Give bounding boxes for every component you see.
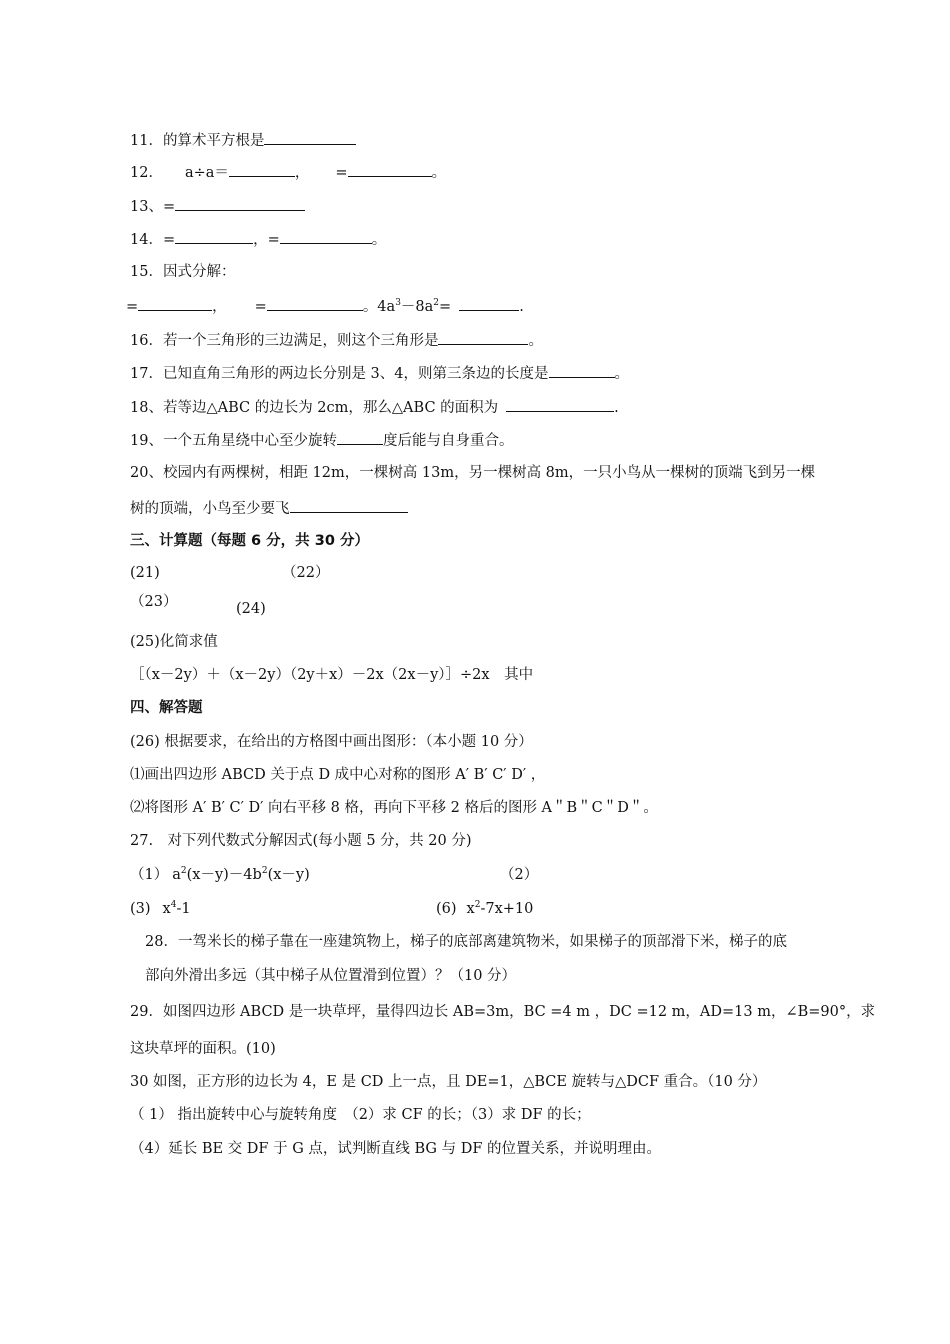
question-16-end: 。	[528, 333, 543, 349]
answer-blank[interactable]	[229, 162, 295, 177]
answer-blank[interactable]	[549, 363, 615, 378]
expr: -1	[176, 901, 191, 917]
question-23: （23）	[130, 594, 178, 610]
question-14	[130, 229, 386, 249]
question-30-part-4: （4）延长 BE 交 DF 于 G 点，试判断直线 BG 与 DF 的位置关系，并说明理由。	[130, 1141, 662, 1157]
question-19-text: 19、一个五角星绕中心至少旋转	[130, 433, 337, 449]
question-14-text: 14．=	[130, 232, 176, 248]
question-15-sep: ，	[212, 299, 227, 315]
exponent: 2	[474, 900, 481, 910]
expr: a	[172, 867, 181, 883]
question-12-expr: a÷a＝	[184, 165, 229, 181]
question-21: (21)	[130, 565, 160, 581]
question-12-eq: =	[335, 165, 348, 181]
exponent: 4	[170, 900, 177, 910]
question-16-text: 16．若一个三角形的三边满足，则这个三角形是	[130, 333, 439, 349]
section-3-title: 三、计算题（每题 6 分，共 30 分）	[130, 533, 369, 549]
question-26-part-2: ⑵将图形 A′ B′ C′ D′ 向右平移 8 格，再向下平移 2 格后的图形 A＂B＂C＂D＂。	[130, 800, 658, 816]
question-19-end: 度后能与自身重合。	[382, 433, 514, 449]
question-15-eq-a: =	[126, 299, 139, 315]
exponent: 3	[395, 298, 401, 308]
question-12-sep: ，	[294, 165, 310, 181]
question-26: (26) 根据要求，在给出的方格图中画出图形：（本小题 10 分）	[130, 734, 533, 750]
question-27-part-2: （2）	[500, 867, 539, 883]
question-29-line2: 这块草坪的面积。(10)	[130, 1041, 276, 1057]
answer-blank[interactable]	[290, 498, 408, 513]
expr: (x－y)－4b	[186, 867, 262, 883]
question-15-end: .	[519, 299, 524, 315]
question-17-end: 。	[614, 366, 630, 382]
question-25-expression: ［（x－2y）＋（x－2y）（2y＋x）－2x（2x－y）］÷2x 其中	[130, 667, 534, 683]
question-29-line1: 29．如图四边形 ABCD 是一块草坪，量得四边长 AB=3m，BC =4 m ，DC =12 m，AD=13 m，∠B=90°，求	[130, 1004, 876, 1020]
part-label: (6)	[436, 901, 457, 917]
question-12-number: 12．	[130, 165, 163, 181]
question-27-part-1	[130, 866, 310, 884]
question-11	[130, 130, 356, 150]
exponent: 2	[180, 866, 187, 876]
question-27: 27. 对下列代数式分解因式(每小题 5 分，共 20 分)	[130, 833, 472, 849]
question-15-eq-c: =	[439, 299, 452, 315]
answer-blank[interactable]	[438, 330, 528, 345]
question-16	[130, 330, 543, 350]
question-25: (25)化简求值	[130, 634, 218, 650]
question-15-items	[126, 296, 524, 316]
answer-blank[interactable]	[337, 430, 383, 445]
exponent: 2	[433, 298, 440, 308]
question-18-text: 18、若等边△ABC 的边长为 2cm，那么△ABC 的面积为	[130, 400, 499, 416]
section-4-title: 四、解答题	[130, 700, 203, 716]
question-30: 30 如图，正方形的边长为 4，E 是 CD 上一点，且 DE=1，△BCE 旋转与△DCF 重合。（10 分）	[130, 1074, 767, 1090]
part-label: （1）	[130, 867, 169, 883]
answer-blank[interactable]	[459, 296, 519, 311]
answer-blank[interactable]	[138, 296, 212, 311]
question-20-line1: 20、校园内有两棵树，相距 12m，一棵树高 13m，另一棵树高 8m，一只小鸟从一棵树的顶端飞到另一棵	[130, 465, 816, 481]
part-label: (3)	[130, 901, 151, 917]
question-20-line2	[130, 498, 408, 518]
answer-blank[interactable]	[175, 196, 305, 211]
answer-blank[interactable]	[280, 229, 372, 244]
question-14-end: 。	[371, 232, 387, 248]
answer-blank[interactable]	[506, 397, 614, 412]
question-15-expr-b: －8a	[400, 299, 434, 315]
question-24: (24)	[236, 601, 266, 617]
answer-blank[interactable]	[267, 296, 363, 311]
question-17	[130, 363, 629, 383]
question-13	[130, 196, 305, 216]
question-15-expr: 。4a	[362, 299, 396, 315]
question-28-line1: 28．一驾米长的梯子靠在一座建筑物上，梯子的底部离建筑物米，如果梯子的顶部滑下米，梯子的底	[145, 934, 787, 950]
answer-blank[interactable]	[175, 229, 253, 244]
exponent: 2	[261, 866, 268, 876]
question-26-part-1: ⑴画出四边形 ABCD 关于点 D 成中心对称的图形 A′ B′ C′ D′ ，	[130, 767, 546, 783]
question-17-text: 17．已知直角三角形的两边长分别是 3、4，则第三条边的长度是	[130, 366, 549, 382]
question-12-end: 。	[431, 165, 447, 181]
question-27-part-3	[130, 900, 191, 918]
question-12	[130, 162, 446, 182]
question-18	[130, 397, 619, 417]
expr: x	[466, 901, 475, 917]
question-14-sep: ，=	[253, 232, 280, 248]
question-27-part-6	[436, 900, 533, 918]
question-30-parts: （ 1） 指出旋转中心与旋转角度 （2）求 CF 的长；（3）求 DF 的长；	[130, 1107, 591, 1123]
question-28-line2: 部向外滑出多远（其中梯子从位置滑到位置）？（10 分）	[145, 968, 517, 984]
question-15-heading: 15．因式分解：	[130, 264, 236, 280]
question-18-end: .	[614, 400, 619, 416]
question-19	[130, 430, 513, 450]
answer-blank[interactable]	[348, 162, 432, 177]
question-13-text: 13、=	[130, 199, 176, 215]
question-22: （22）	[282, 565, 330, 581]
expr: x	[162, 901, 171, 917]
question-15-eq-b: =	[254, 299, 267, 315]
expr: -7x+10	[480, 901, 534, 917]
expr: (x－y)	[267, 867, 310, 883]
question-20-text: 树的顶端，小鸟至少要飞	[130, 501, 290, 517]
question-11-text: 11．的算术平方根是	[130, 133, 265, 149]
answer-blank[interactable]	[264, 130, 356, 145]
